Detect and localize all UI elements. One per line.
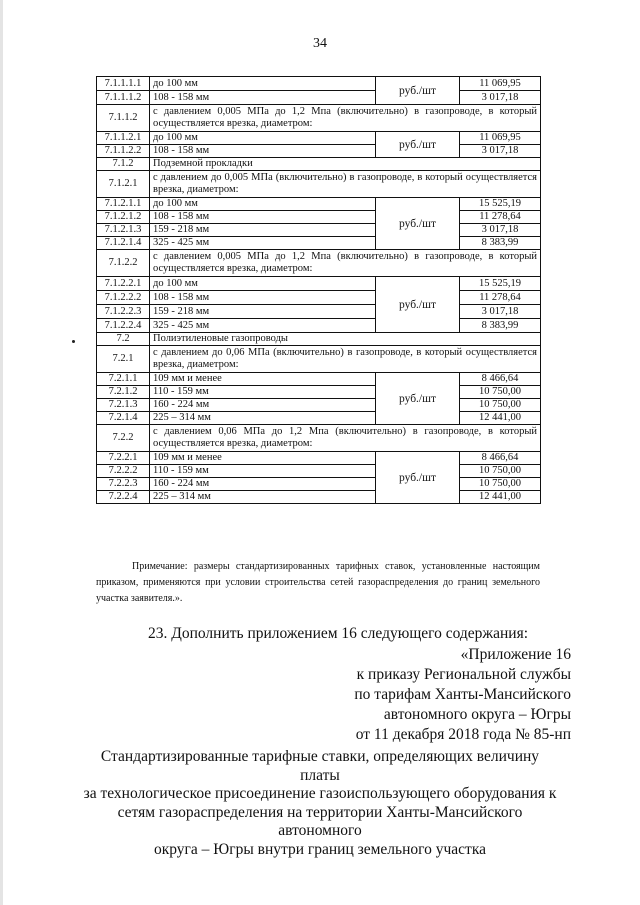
table-row	[97, 198, 541, 211]
row-description: с давлением 0,005 МПа до 1,2 Мпа (включительно) в газопроводе, в который осуществляется врезка, диаметром:	[150, 250, 541, 277]
table-row	[97, 145, 541, 158]
row-code: 7.1.1.1.1	[97, 77, 150, 91]
row-price: 11 069,95	[460, 77, 541, 91]
row-unit: руб./шт	[376, 452, 460, 504]
table-note: Примечание: размеры стандартизированных тарифных ставок, установленные настоящим приказом, применяются при условии строительства сетей газораспределения до границ земельного участка заявителя.».	[96, 561, 540, 604]
row-code: 7.1.2.1.2	[97, 211, 150, 224]
row-description: до 100 мм	[150, 77, 376, 91]
row-price: 3 017,18	[460, 91, 541, 105]
row-price: 11 278,64	[460, 291, 541, 305]
table-row	[97, 158, 541, 171]
row-code: 7.1.2	[97, 158, 150, 171]
row-code: 7.1.2.2	[97, 250, 150, 277]
row-code: 7.1.2.2.3	[97, 305, 150, 319]
row-price: 10 750,00	[460, 465, 541, 478]
row-description: Подземной прокладки	[150, 158, 541, 171]
table-row	[97, 224, 541, 237]
row-description: 225 – 314 мм	[150, 491, 376, 504]
table-row	[97, 399, 541, 412]
row-code: 7.2.2.1	[97, 452, 150, 465]
appendix-line: к приказу Региональной службы	[356, 666, 571, 683]
row-code: 7.1.2.2.4	[97, 319, 150, 333]
table-row	[97, 465, 541, 478]
table-row	[97, 412, 541, 425]
table-row	[97, 373, 541, 386]
row-unit: руб./шт	[376, 198, 460, 250]
row-price: 8 466,64	[460, 452, 541, 465]
row-code: 7.2.1.2	[97, 386, 150, 399]
row-code: 7.1.1.2.2	[97, 145, 150, 158]
row-description: 110 - 159 мм	[150, 465, 376, 478]
row-description: Полиэтиленовые газопроводы	[150, 333, 541, 346]
row-description: 160 - 224 мм	[150, 399, 376, 412]
row-code: 7.2.2.4	[97, 491, 150, 504]
appendix-line: по тарифам Ханты-Мансийского	[354, 686, 571, 703]
row-description: с давлением 0,06 МПа до 1,2 Мпа (включительно) в газопроводе, в который осуществляется врезка, диаметром:	[150, 425, 541, 452]
row-description: 159 - 218 мм	[150, 224, 376, 237]
table-row	[97, 478, 541, 491]
tariff-table	[96, 76, 541, 504]
row-code: 7.2.1.4	[97, 412, 150, 425]
row-code: 7.1.1.2.1	[97, 132, 150, 145]
table-row	[97, 452, 541, 465]
table-row	[97, 211, 541, 224]
row-description: с давлением до 0,06 МПа (включительно) в газопроводе, в который осуществляется врезка, диаметром:	[150, 346, 541, 373]
appendix-line: от 11 декабря 2018 года № 85-нп	[355, 726, 571, 743]
row-price: 11 278,64	[460, 211, 541, 224]
row-price: 10 750,00	[460, 399, 541, 412]
row-description: с давлением 0,005 МПа до 1,2 Мпа (включительно) в газопроводе, в который осуществляется врезка, диаметром:	[150, 105, 541, 132]
table-row	[97, 132, 541, 145]
row-description: 108 - 158 мм	[150, 145, 376, 158]
row-code: 7.2.1.3	[97, 399, 150, 412]
table-row	[97, 333, 541, 346]
row-code: 7.1.2.1.4	[97, 237, 150, 250]
appendix-header	[354, 645, 571, 745]
table-row	[97, 425, 541, 452]
table-row	[97, 491, 541, 504]
row-price: 12 441,00	[460, 412, 541, 425]
row-price: 10 750,00	[460, 478, 541, 491]
table-row	[97, 386, 541, 399]
row-code: 7.2.2.2	[97, 465, 150, 478]
row-description: 109 мм и менее	[150, 452, 376, 465]
row-price: 8 383,99	[460, 237, 541, 250]
row-description: до 100 мм	[150, 198, 376, 211]
row-code: 7.1.2.1	[97, 171, 150, 198]
row-price: 8 466,64	[460, 373, 541, 386]
row-description: до 100 мм	[150, 277, 376, 291]
row-unit: руб./шт	[376, 277, 460, 333]
row-description: с давлением до 0,005 МПа (включительно) в газопроводе, в который осуществляется врезка, диаметром:	[150, 171, 541, 198]
title-line: сетям газораспределения на территории Ханты-Мансийского автономного	[117, 803, 523, 839]
row-price: 15 525,19	[460, 198, 541, 211]
table-row	[97, 250, 541, 277]
title-line: Стандартизированные тарифные ставки, определяющих величину платы	[100, 748, 540, 784]
row-price: 12 441,00	[460, 491, 541, 504]
row-price: 3 017,18	[460, 224, 541, 237]
row-price: 11 069,95	[460, 132, 541, 145]
margin-dot	[72, 340, 75, 343]
appendix-line: «Приложение 16	[460, 646, 571, 663]
row-description: 108 - 158 мм	[150, 211, 376, 224]
table-row	[97, 171, 541, 198]
row-code: 7.2.1.1	[97, 373, 150, 386]
row-price: 3 017,18	[460, 145, 541, 158]
row-description: 325 - 425 мм	[150, 319, 376, 333]
title-line: округа – Югры внутри границ земельного участка	[153, 840, 487, 858]
row-description: до 100 мм	[150, 132, 376, 145]
row-code: 7.2.1	[97, 346, 150, 373]
page-number: 34	[313, 36, 327, 51]
row-unit: руб./шт	[376, 77, 460, 105]
table-row	[97, 291, 541, 305]
appendix-line: автономного округа – Югры	[383, 706, 571, 723]
row-description: 325 - 425 мм	[150, 237, 376, 250]
row-description: 225 – 314 мм	[150, 412, 376, 425]
row-description: 108 - 158 мм	[150, 91, 376, 105]
row-price: 15 525,19	[460, 277, 541, 291]
table-row	[97, 237, 541, 250]
row-description: 159 - 218 мм	[150, 305, 376, 319]
table-row	[97, 346, 541, 373]
point-23-text: 23. Дополнить приложением 16 следующего содержания:	[148, 625, 529, 642]
table-row	[97, 77, 541, 91]
table-row	[97, 277, 541, 291]
row-code: 7.2	[97, 333, 150, 346]
row-description: 109 мм и менее	[150, 373, 376, 386]
row-code: 7.1.2.2.2	[97, 291, 150, 305]
row-code: 7.1.1.2	[97, 105, 150, 132]
title-line: за технологическое присоединение газоиспользующего оборудования к	[83, 785, 557, 802]
row-code: 7.1.2.2.1	[97, 277, 150, 291]
document-title	[80, 748, 560, 859]
row-unit: руб./шт	[376, 373, 460, 425]
row-description: 108 - 158 мм	[150, 291, 376, 305]
page-edge-shadow	[0, 0, 3, 905]
table-row	[97, 105, 541, 132]
row-code: 7.1.2.1.1	[97, 198, 150, 211]
table-row	[97, 305, 541, 319]
row-code: 7.1.1.1.2	[97, 91, 150, 105]
row-price: 3 017,18	[460, 305, 541, 319]
row-description: 110 - 159 мм	[150, 386, 376, 399]
table-row	[97, 319, 541, 333]
row-price: 10 750,00	[460, 386, 541, 399]
row-price: 8 383,99	[460, 319, 541, 333]
row-code: 7.1.2.1.3	[97, 224, 150, 237]
row-code: 7.2.2.3	[97, 478, 150, 491]
row-unit: руб./шт	[376, 132, 460, 158]
row-description: 160 - 224 мм	[150, 478, 376, 491]
table-row	[97, 91, 541, 105]
row-code: 7.2.2	[97, 425, 150, 452]
